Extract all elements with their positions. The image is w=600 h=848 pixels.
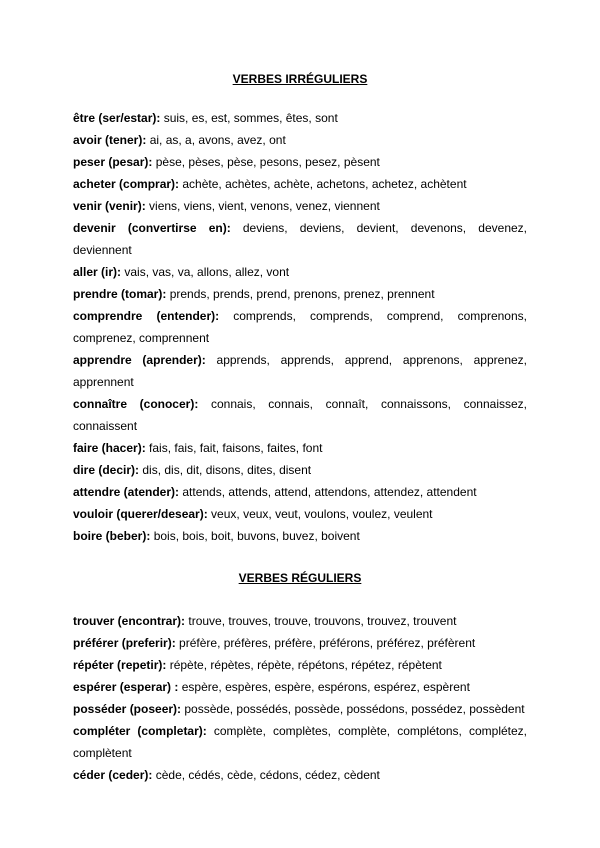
verb-forms: dis, dis, dit, disons, dites, disent bbox=[142, 463, 312, 477]
verb-entry bbox=[73, 173, 527, 195]
verb-head: acheter (comprar): bbox=[73, 177, 180, 191]
verb-forms: veux, veux, veut, voulons, voulez, veulent bbox=[211, 507, 433, 521]
verb-forms: cède, cédés, cède, cédons, cédez, cèdent bbox=[155, 768, 380, 782]
verb-head: comprendre (entender): bbox=[73, 309, 220, 323]
verb-entry bbox=[73, 676, 527, 698]
verb-entry bbox=[73, 393, 527, 437]
verb-forms: fais, fais, fait, faisons, faites, font bbox=[149, 441, 323, 455]
verb-head: préférer (preferir): bbox=[73, 636, 176, 650]
verb-head: apprendre (aprender): bbox=[73, 353, 206, 367]
verb-forms: attends, attends, attend, attendons, attendez, attendent bbox=[182, 485, 477, 499]
verb-entry bbox=[73, 610, 527, 632]
verb-forms: achète, achètes, achète, achetons, achetez, achètent bbox=[182, 177, 467, 191]
verb-head: dire (decir): bbox=[73, 463, 140, 477]
verb-forms: comprends, comprends, comprend, comprenons, comprenez, comprennent bbox=[73, 309, 527, 345]
verb-forms: bois, bois, boit, buvons, buvez, boivent bbox=[153, 529, 360, 543]
verb-head: attendre (atender): bbox=[73, 485, 180, 499]
verb-entry bbox=[73, 481, 527, 503]
verb-entry bbox=[73, 217, 527, 261]
verb-forms: espère, espères, espère, espérons, espérez, espèrent bbox=[181, 680, 470, 694]
verb-entry bbox=[73, 107, 527, 129]
verb-head: devenir (convertirse en): bbox=[73, 221, 231, 235]
verb-forms: prends, prends, prend, prenons, prenez, prennent bbox=[169, 287, 435, 301]
verb-entry bbox=[73, 698, 527, 720]
regular-verbs-title: VERBES RÉGULIERS bbox=[238, 571, 362, 585]
verb-entry bbox=[73, 764, 527, 786]
verb-entry bbox=[73, 349, 527, 393]
verb-head: venir (venir): bbox=[73, 199, 146, 213]
verb-entry bbox=[73, 503, 527, 525]
verb-entry bbox=[73, 459, 527, 481]
regular-verbs-list bbox=[73, 610, 527, 786]
verb-head: posséder (poseer): bbox=[73, 702, 182, 716]
verb-forms: suis, es, est, sommes, êtes, sont bbox=[163, 111, 338, 125]
verb-entry bbox=[73, 720, 527, 764]
verb-head: céder (ceder): bbox=[73, 768, 153, 782]
verb-head: répéter (repetir): bbox=[73, 658, 167, 672]
verb-head: connaître (conocer): bbox=[73, 397, 199, 411]
verb-forms: complète, complètes, complète, complétons, complétez, complètent bbox=[73, 724, 528, 760]
irregular-verbs-list bbox=[73, 107, 527, 547]
verb-head: peser (pesar): bbox=[73, 155, 153, 169]
verb-entry bbox=[73, 129, 527, 151]
verb-head: vouloir (querer/desear): bbox=[73, 507, 208, 521]
verb-forms: apprends, apprends, apprend, apprenons, apprenez, apprennent bbox=[73, 353, 528, 389]
verb-entry bbox=[73, 525, 527, 547]
verb-head: faire (hacer): bbox=[73, 441, 146, 455]
verb-entry bbox=[73, 151, 527, 173]
verb-forms: trouve, trouves, trouve, trouvons, trouvez, trouvent bbox=[188, 614, 457, 628]
verb-entry bbox=[73, 261, 527, 283]
verb-head: compléter (completar): bbox=[73, 724, 207, 738]
verb-entry bbox=[73, 305, 527, 349]
verb-entry bbox=[73, 283, 527, 305]
verb-forms: viens, viens, vient, venons, venez, viennent bbox=[149, 199, 380, 213]
irregular-verbs-title: VERBES IRRÉGULIERS bbox=[232, 72, 368, 86]
verb-head: être (ser/estar): bbox=[73, 111, 161, 125]
verb-forms: connais, connais, connaît, connaissons, connaissez, connaissent bbox=[73, 397, 528, 433]
verb-entry bbox=[73, 654, 527, 676]
verb-head: espérer (esperar) : bbox=[73, 680, 179, 694]
verb-entry bbox=[73, 195, 527, 217]
verb-entry bbox=[73, 632, 527, 654]
verb-head: prendre (tomar): bbox=[73, 287, 167, 301]
verb-forms: deviens, deviens, devient, devenons, devenez, deviennent bbox=[73, 221, 528, 257]
verb-head: boire (beber): bbox=[73, 529, 151, 543]
verb-forms: vais, vas, va, allons, allez, vont bbox=[124, 265, 290, 279]
verb-forms: pèse, pèses, pèse, pesons, pesez, pèsent bbox=[155, 155, 380, 169]
verb-head: avoir (tener): bbox=[73, 133, 147, 147]
verb-forms: répète, répètes, répète, répétons, répétez, répètent bbox=[169, 658, 442, 672]
verb-forms: possède, possédés, possède, possédons, possédez, possèdent bbox=[184, 702, 525, 716]
verb-entry bbox=[73, 437, 527, 459]
verb-forms: préfère, préfères, préfère, préférons, préférez, préfèrent bbox=[179, 636, 476, 650]
verb-forms: ai, as, a, avons, avez, ont bbox=[149, 133, 286, 147]
verb-head: aller (ir): bbox=[73, 265, 122, 279]
verb-head: trouver (encontrar): bbox=[73, 614, 186, 628]
